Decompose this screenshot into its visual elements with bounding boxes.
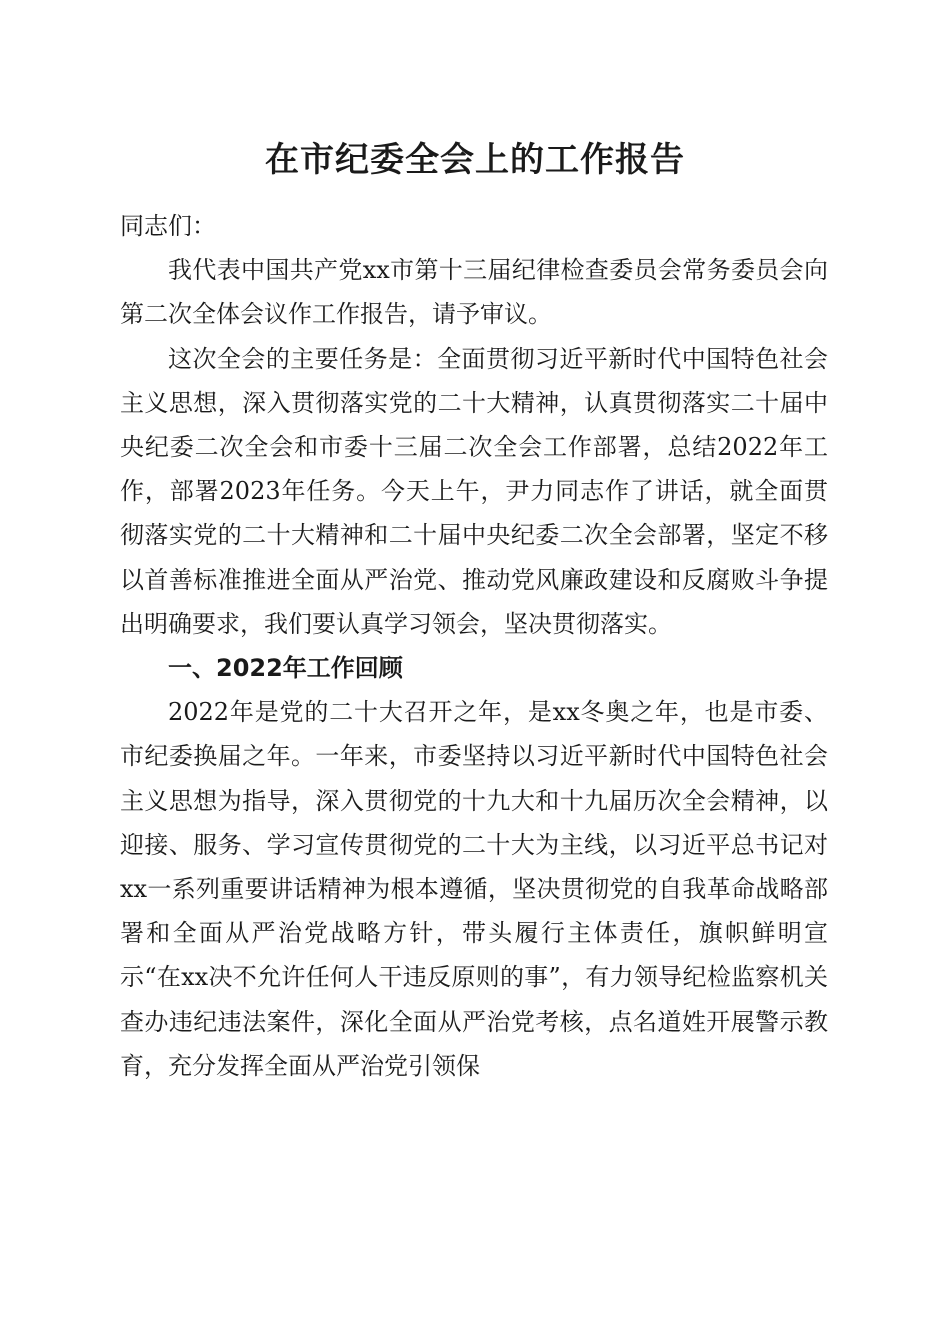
salutation: 同志们： (120, 212, 216, 240)
paragraph-intro: 我代表中国共产党xx市第十三届纪律检查委员会常务委员会向第二次全体会议作工作报告，请予审议。 (120, 256, 828, 329)
section-heading: 一、2022年工作回顾 (168, 654, 403, 683)
paragraph-main-tasks: 这次全会的主要任务是：全面贯彻习近平新时代中国特色社会主义思想，深入贯彻落实党的二十大精神，认真贯彻落实二十届中央纪委二次全会和市委十三届二次全会工作部署，总结2022年工作，部署2023年任务。今天上午，尹力同志作了讲话，就全面贯彻落实党的二十大精神和二十届中央纪委二次全会部署，坚定不移以首善标准推进全面从严治党、推动党风廉政建设和反腐败斗争提出明确要求，我们要认真学习领会，坚决贯彻落实。 (120, 344, 828, 638)
paragraph-2022-review: 2022年是党的二十大召开之年，是xx冬奥之年，也是市委、市纪委换届之年。一年来，市委坚持以习近平新时代中国特色社会主义思想为指导，深入贯彻党的十九大和十九届历次全会精神，以迎接、服务、学习宣传贯彻党的二十大为主线，以习近平总书记对xx一系列重要讲话精神为根本遵循，坚决贯彻党的自我革命战略部署和全面从严治党战略方针，带头履行主体责任，旗帜鲜明宣示“在xx决不允许任何人干违反原则的事”，有力领导纪检监察机关查办违纪违法案件，深化全面从严治党考核，点名道姓开展警示教育，充分发挥全面从严治党引领保 (120, 698, 828, 1080)
document-title: 在市纪委全会上的工作报告 (265, 140, 685, 180)
document-body (120, 204, 828, 1088)
